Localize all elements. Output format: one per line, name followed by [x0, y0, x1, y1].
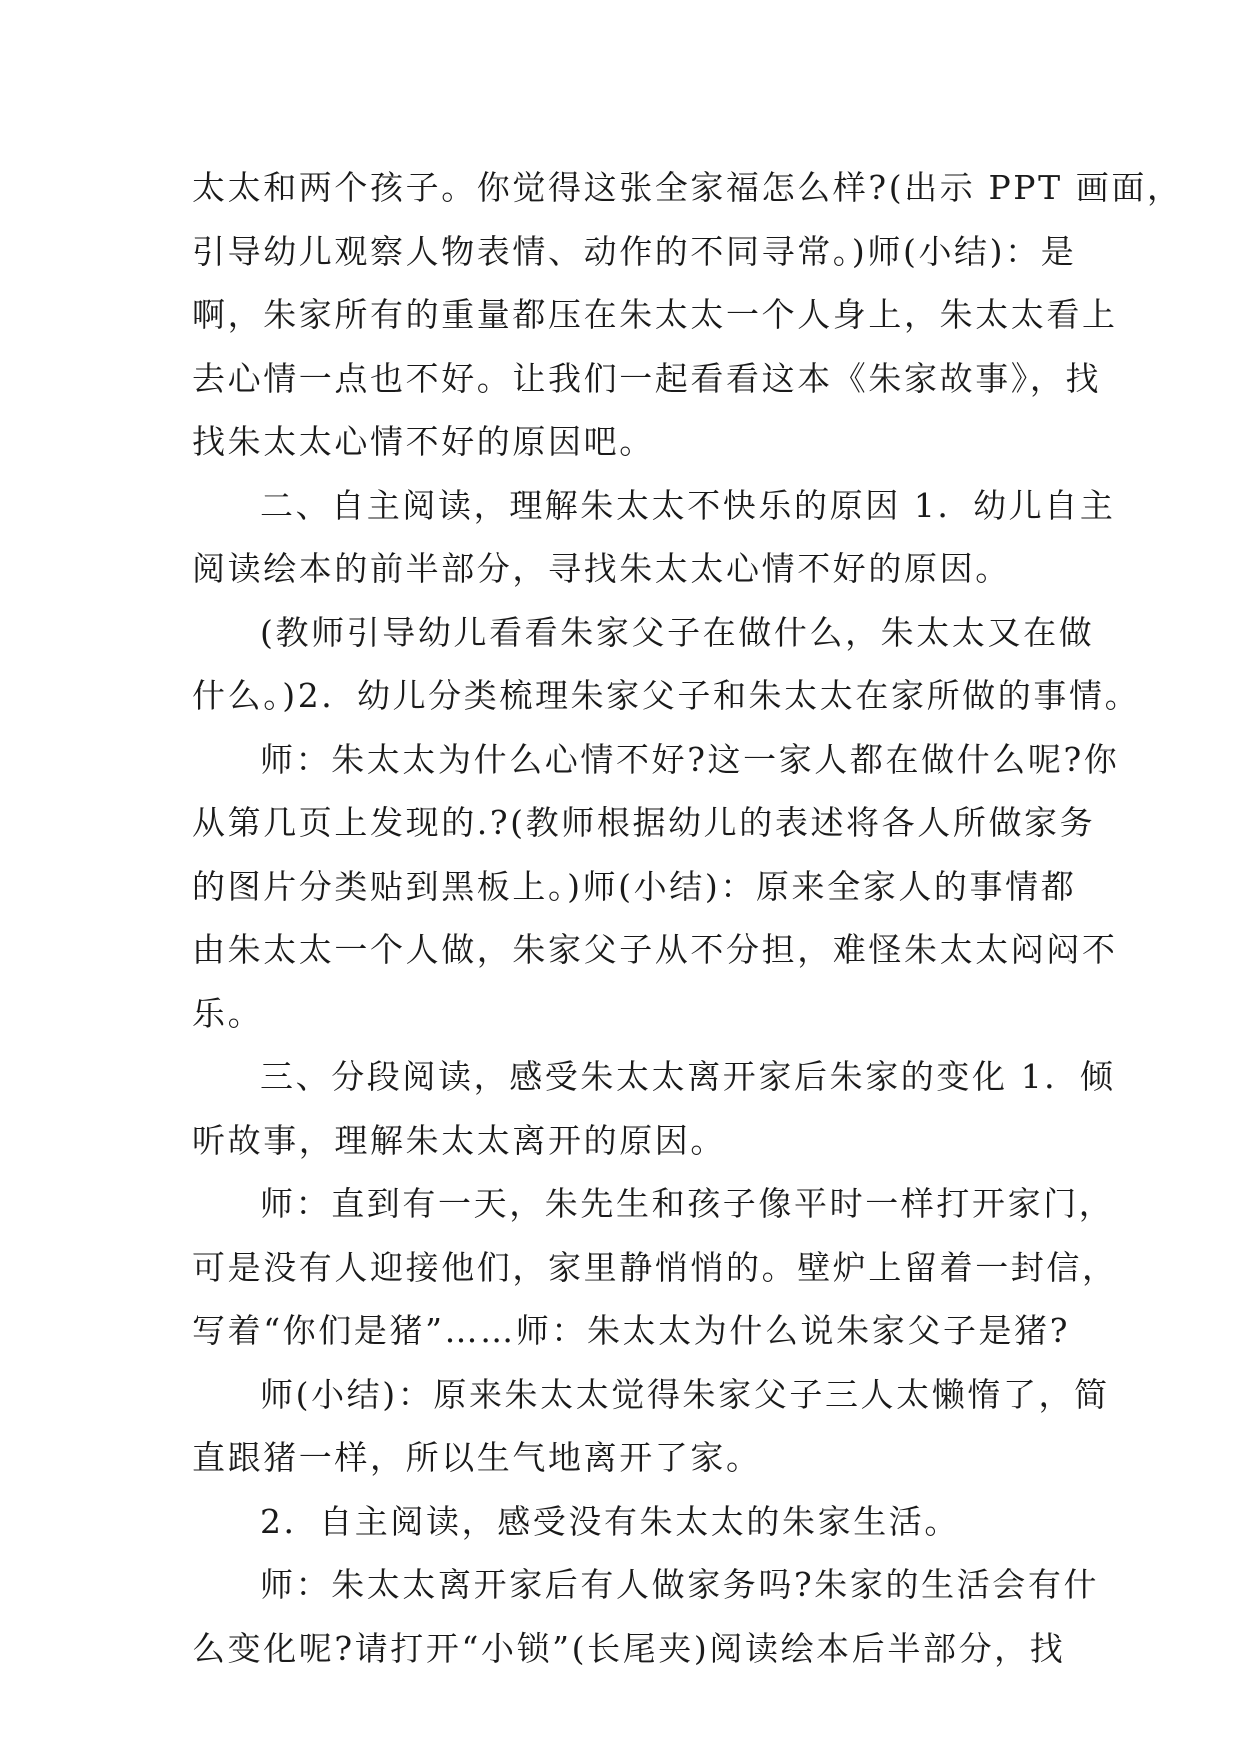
- text-line: 的图片分类贴到黑板上。)师(小结)：原来全家人的事情都: [192, 866, 1077, 906]
- text-line: 么变化呢?请打开“小锁”(长尾夹)阅读绘本后半部分，找: [192, 1628, 1066, 1668]
- text-line: 2．自主阅读，感受没有朱太太的朱家生活。: [260, 1501, 960, 1541]
- text-line: 去心情一点也不好。让我们一起看看这本《朱家故事》，找: [192, 358, 1102, 398]
- text-line: 引导幼儿观察人物表情、动作的不同寻常。)师(小结)：是: [192, 231, 1077, 271]
- text-line: 可是没有人迎接他们，家里静悄悄的。壁炉上留着一封信，: [192, 1247, 1118, 1287]
- text-line: 乐。: [192, 993, 264, 1033]
- text-line: 写着“你们是猪”……师：朱太太为什么说朱家父子是猪?: [192, 1311, 1071, 1350]
- text-line: 什么。)2．幼儿分类梳理朱家父子和朱太太在家所做的事情。: [192, 676, 1141, 715]
- text-line: 听故事，理解朱太太离开的原因。: [192, 1120, 726, 1160]
- text-line: 师：朱太太离开家后有人做家务吗?朱家的生活会有什: [260, 1565, 1100, 1604]
- text-line: 啊，朱家所有的重量都压在朱太太一个人身上，朱太太看上: [192, 295, 1118, 334]
- text-line: (教师引导幼儿看看朱家父子在做什么，朱太太又在做: [260, 612, 1095, 652]
- text-line: 找朱太太心情不好的原因吧。: [192, 422, 655, 461]
- text-line: 师：朱太太为什么心情不好?这一家人都在做什么呢?你: [260, 739, 1120, 779]
- text-line: 由朱太太一个人做，朱家父子从不分担，难怪朱太太闷闷不: [192, 930, 1118, 969]
- text-line: 三、分段阅读，感受朱太太离开家后朱家的变化 1．倾: [260, 1057, 1116, 1096]
- document-body-text: [192, 156, 1183, 1680]
- text-line: 阅读绘本的前半部分，寻找朱太太心情不好的原因。: [192, 549, 1011, 588]
- text-line: 师：直到有一天，朱先生和孩子像平时一样打开家门，: [260, 1184, 1115, 1223]
- text-line: 太太和两个孩子。你觉得这张全家福怎么样?(出示 PPT 画面，: [192, 168, 1183, 207]
- text-line: 师(小结)：原来朱太太觉得朱家父子三人太懒惰了，简: [260, 1374, 1110, 1414]
- text-line: 二、自主阅读，理解朱太太不快乐的原因 1．幼儿自主: [260, 485, 1116, 525]
- text-line: 直跟猪一样，所以生气地离开了家。: [192, 1438, 762, 1477]
- text-line: 从第几页上发现的.?(教师根据幼儿的表述将各人所做家务: [192, 803, 1096, 842]
